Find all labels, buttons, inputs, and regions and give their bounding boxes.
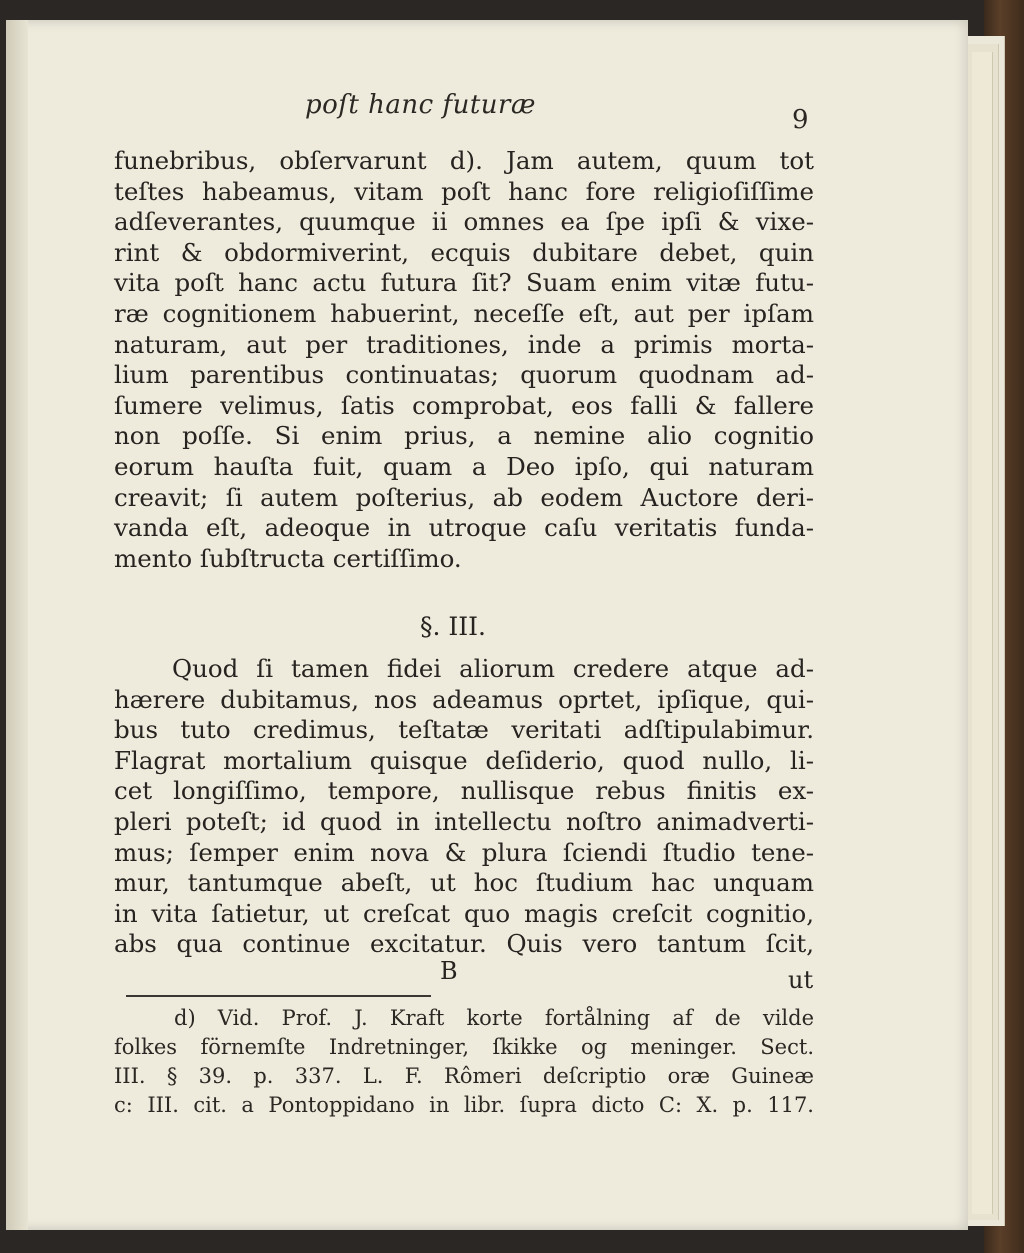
page-gutter bbox=[6, 20, 28, 1230]
text-line: ræ cognitionem habuerint, neceſſe eſt, aut per ipſam bbox=[114, 298, 814, 328]
text-line: rint & obdormiverint, ecquis dubitare debet, quin bbox=[114, 237, 814, 267]
text-line: cet longiſſimo, tempore, nullisque rebus finitis ex- bbox=[114, 776, 814, 806]
catchword: ut bbox=[788, 966, 814, 994]
text-line: funebribus, obſervarunt d). Jam autem, quum tot bbox=[114, 146, 814, 175]
text-line: abs qua continue excitatur. Quis vero tantum ſcit, bbox=[114, 929, 814, 959]
text-line: mur, tantumque abeſt, ut hoc ſtudium hac unquam bbox=[114, 868, 814, 898]
text-line: Flagrat mortalium quisque deſiderio, quod nullo, li- bbox=[114, 745, 814, 775]
running-head: poſt hanc futuræ bbox=[305, 90, 536, 120]
text-line: Quod ſi tamen fidei aliorum credere atque ad- bbox=[172, 654, 814, 683]
footnote-line: folkes förnemſte Indretninger, ſkikke og meninger. Sect. bbox=[114, 1035, 814, 1059]
text-line: vita poſt hanc actu futura ſit? Suam enim vitæ futu- bbox=[114, 268, 814, 298]
section-heading: §. III. bbox=[420, 612, 486, 641]
footnote-line: c: III. cit. a Pontoppidano in libr. ſupra dicto C: X. p. 117. bbox=[114, 1093, 814, 1117]
text-line: lium parentibus continuatas; quorum quodnam ad- bbox=[114, 360, 814, 390]
text-line: hærere dubitamus, nos adeamus oprtet, ipſique, qui- bbox=[114, 684, 814, 714]
text-line: pleri poteſt; id quod in intellectu noſtro animadverti- bbox=[114, 806, 814, 836]
footnote-line: d) Vid. Prof. J. Kraft korte fortålning af de vilde bbox=[174, 1006, 814, 1030]
footnote-rule bbox=[126, 995, 431, 997]
paragraph-1 bbox=[114, 146, 814, 574]
text-line: non poſſe. Si enim prius, a nemine alio cognitio bbox=[114, 421, 814, 451]
text-line: bus tuto credimus, teſtatæ veritati adſtipulabimur. bbox=[114, 715, 814, 745]
text-line: naturam, aut per traditiones, inde a primis morta- bbox=[114, 329, 814, 359]
page-number: 9 bbox=[792, 105, 809, 135]
text-line: vanda eſt, adeoque in utroque caſu veritatis funda- bbox=[114, 513, 814, 543]
page-edges bbox=[972, 52, 993, 1214]
text-line: eorum hauſta fuit, quam a Deo ipſo, qui naturam bbox=[114, 451, 814, 481]
text-line: mus; ſemper enim nova & plura ſciendi ſtudio tene- bbox=[114, 837, 814, 867]
text-line: adſeverantes, quumque ii omnes ea ſpe ipſi & vixe- bbox=[114, 207, 814, 237]
footnote bbox=[114, 1004, 814, 1120]
text-line: teſtes habeamus, vitam poſt hanc fore religioſiſſime bbox=[114, 176, 814, 206]
text-line: creavit; ſi autem poſterius, ab eodem Auctore deri- bbox=[114, 482, 814, 512]
signature-mark: B bbox=[440, 957, 458, 985]
text-line: in vita ſatietur, ut creſcat quo magis creſcit cognitio, bbox=[114, 898, 814, 928]
footnote-line: III. § 39. p. 337. L. F. Rômeri deſcriptio oræ Guineæ bbox=[114, 1064, 814, 1088]
text-line: ſumere velimus, ſatis comprobat, eos falli & fallere bbox=[114, 390, 814, 420]
text-line: mento ſubſtructa certiſſimo. bbox=[114, 543, 462, 573]
paragraph-2 bbox=[114, 654, 814, 960]
